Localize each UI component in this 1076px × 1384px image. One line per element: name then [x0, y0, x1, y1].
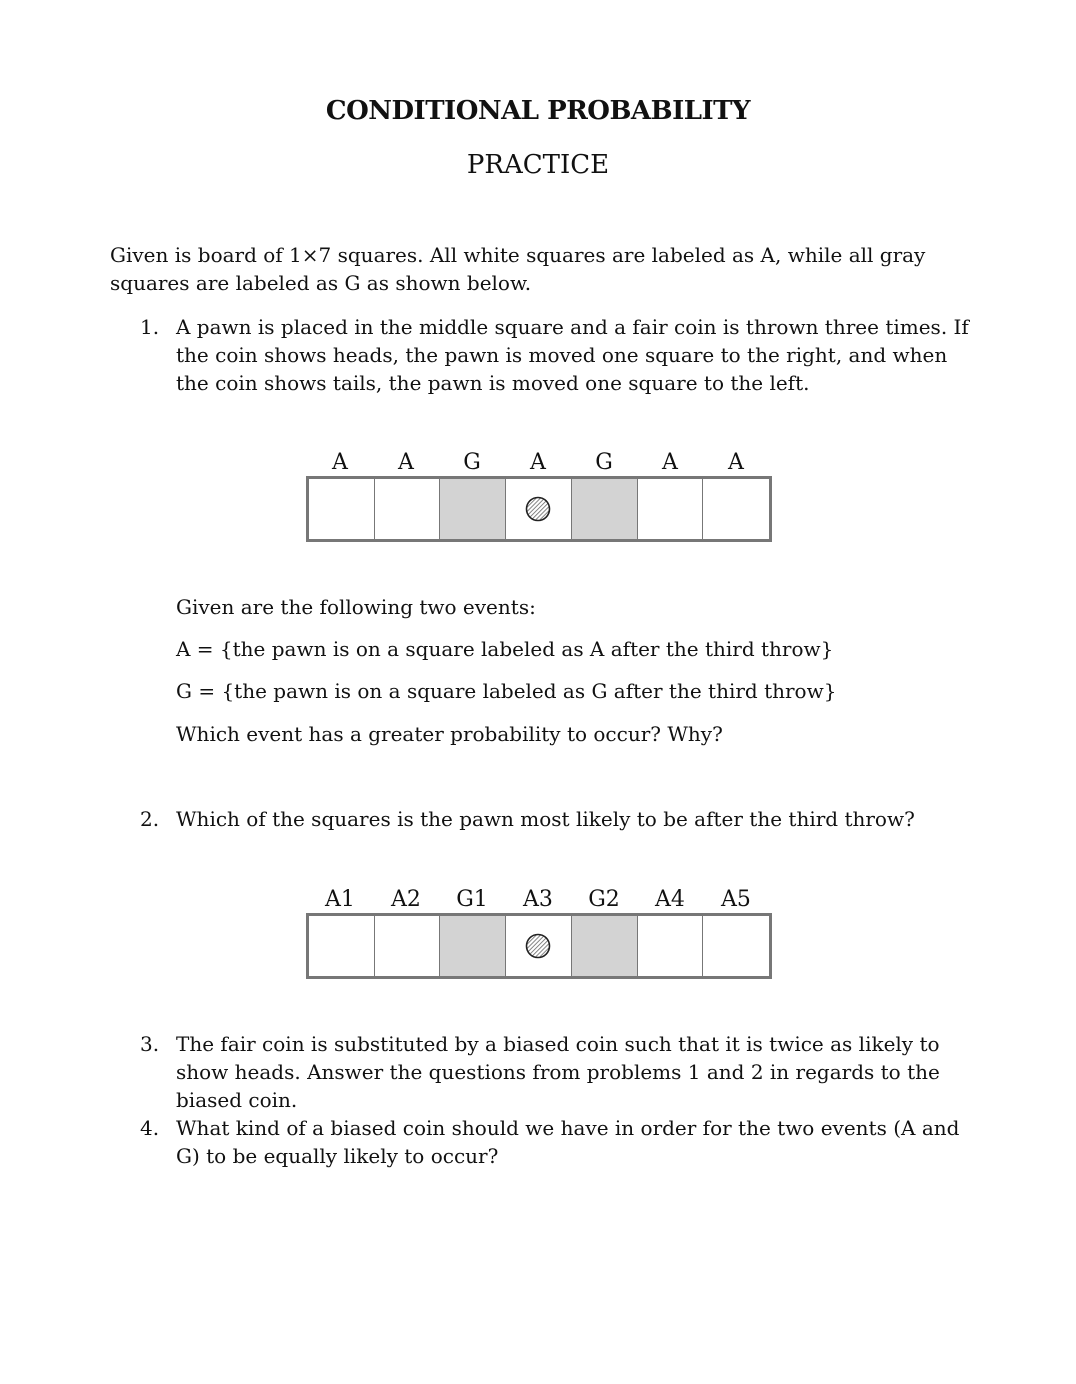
- board-cell-gray: [440, 916, 506, 976]
- board-cell-white: [375, 916, 441, 976]
- board-cell-white: [638, 916, 704, 976]
- page-title: CONDITIONAL PROBABILITY: [325, 96, 751, 126]
- board-1-label: A: [332, 450, 348, 475]
- board-cell-white: [506, 479, 572, 539]
- board-2-label: G2: [588, 887, 620, 912]
- board-1-label: G: [595, 450, 613, 475]
- event-g-definition: G = {the pawn is on a square labeled as G after the third throw}: [176, 679, 837, 703]
- board-cell-white: [703, 916, 769, 976]
- board-cell-white: [506, 916, 572, 976]
- board-1-label: A: [530, 450, 546, 475]
- board-cell-gray: [572, 479, 638, 539]
- problem-4-text: What kind of a biased coin should we have in order for the two events (A and G) to be equally likely to occur?: [176, 1116, 960, 1168]
- board-1-label: G: [463, 450, 481, 475]
- board-2-label: G1: [456, 887, 488, 912]
- pawn-icon: [525, 933, 551, 959]
- board-2-label: A5: [721, 887, 751, 912]
- intro-paragraph: Given is board of 1×7 squares. All white squares are labeled as A, while all gray squares are labeled as G as shown below.: [110, 243, 926, 295]
- problem-4-number: 4.: [140, 1116, 160, 1140]
- board-cell-white: [309, 916, 375, 976]
- board-1-label: A: [728, 450, 744, 475]
- problem-2-text: Which of the squares is the pawn most likely to be after the third throw?: [176, 807, 915, 831]
- board-1-label: A: [398, 450, 414, 475]
- problem-1-text: A pawn is placed in the middle square and a fair coin is thrown three times. If the coin shows heads, the pawn is moved one square to the right, and when the coin shows tails, the pawn is moved one square to the left.: [176, 315, 969, 395]
- event-a-definition: A = {the pawn is on a square labeled as A after the third throw}: [176, 637, 834, 661]
- events-intro: Given are the following two events:: [176, 595, 536, 619]
- events-question: Which event has a greater probability to occur? Why?: [176, 722, 723, 746]
- board-1-label: A: [662, 450, 678, 475]
- board-cell-white: [703, 479, 769, 539]
- board-cell-gray: [440, 479, 506, 539]
- board-2-label: A4: [655, 887, 685, 912]
- problem-3-text: The fair coin is substituted by a biased coin such that it is twice as likely to show heads. Answer the questions from problems 1 and 2 in regards to the biased coin.: [176, 1032, 940, 1112]
- board-2-label: A1: [325, 887, 355, 912]
- board-cell-gray: [572, 916, 638, 976]
- board-2-label: A2: [391, 887, 421, 912]
- board-cell-white: [375, 479, 441, 539]
- pawn-icon: [525, 496, 551, 522]
- board-2-labels: [307, 885, 771, 915]
- board-1-labels: [307, 448, 771, 478]
- board-cell-white: [309, 479, 375, 539]
- problem-3-number: 3.: [140, 1032, 160, 1056]
- board-1: [306, 476, 772, 542]
- page-subtitle: PRACTICE: [466, 150, 610, 180]
- board-2: [306, 913, 772, 979]
- problem-2-number: 2.: [140, 807, 160, 831]
- board-cell-white: [638, 479, 704, 539]
- board-2-label: A3: [523, 887, 553, 912]
- problem-1-number: 1.: [140, 315, 160, 339]
